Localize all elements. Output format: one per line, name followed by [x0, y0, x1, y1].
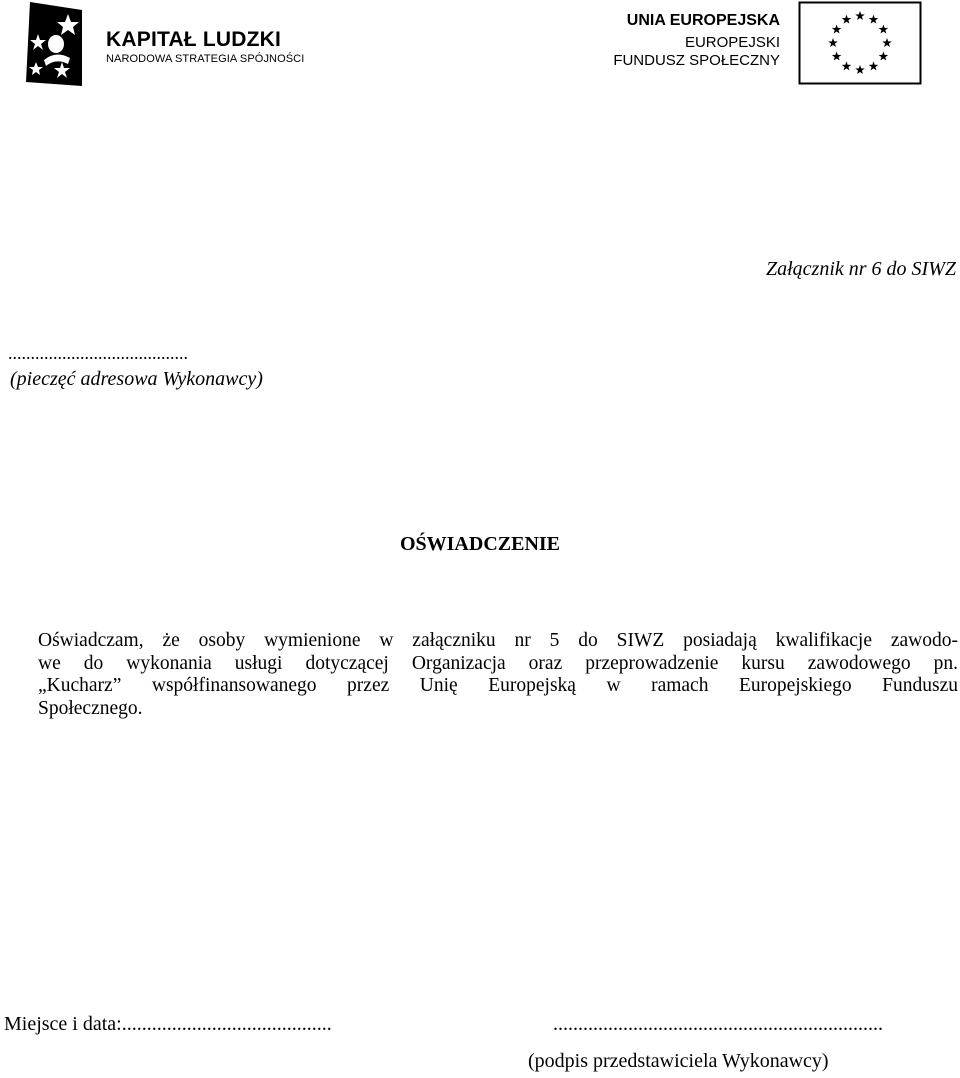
- kapital-ludzki-title: KAPITAŁ LUDZKI: [106, 28, 282, 51]
- kapital-ludzki-subtitle: NARODOWA STRATEGIA SPÓJNOŚCI: [106, 53, 305, 65]
- signature-label: (podpis przedstawiciela Wykonawcy): [528, 1050, 829, 1072]
- stamp-dotted-line: ........................................: [8, 343, 188, 363]
- signature-dotted-line: ..................................................................: [553, 1013, 883, 1035]
- place-and-date: Miejsce i data:..........................................: [4, 1013, 332, 1035]
- eu-logo-line-2: EUROPEJSKI: [684, 34, 780, 51]
- declaration-paragraph: [38, 630, 958, 720]
- eu-esf-logo: [610, 0, 922, 90]
- eu-logo-line-3: FUNDUSZ SPOŁECZNY: [613, 52, 780, 69]
- eu-flag-icon: [798, 1, 922, 85]
- eu-logo-line-1: UNIA EUROPEJSKA: [626, 12, 780, 29]
- paragraph-line: Społecznego.: [38, 697, 143, 719]
- paragraph-line: „Kucharz” współfinansowanego przez Unię Europejską w ramach Europejskiego Funduszu: [38, 675, 958, 696]
- kapital-ludzki-emblem-icon: [24, 0, 86, 88]
- kapital-ludzki-logo: [24, 0, 314, 90]
- stamp-label: (pieczęć adresowa Wykonawcy): [10, 368, 263, 390]
- annex-label: Załącznik nr 6 do SIWZ: [766, 258, 956, 280]
- document-title: OŚWIADCZENIE: [399, 533, 561, 555]
- paragraph-line: Oświadczam, że osoby wymienione w załączniku nr 5 do SIWZ posiadają kwalifikacje zawodo-: [38, 630, 958, 651]
- paragraph-line: we do wykonania usługi dotyczącej Organizacja oraz przeprowadzenie kursu zawodowego pn.: [38, 652, 958, 674]
